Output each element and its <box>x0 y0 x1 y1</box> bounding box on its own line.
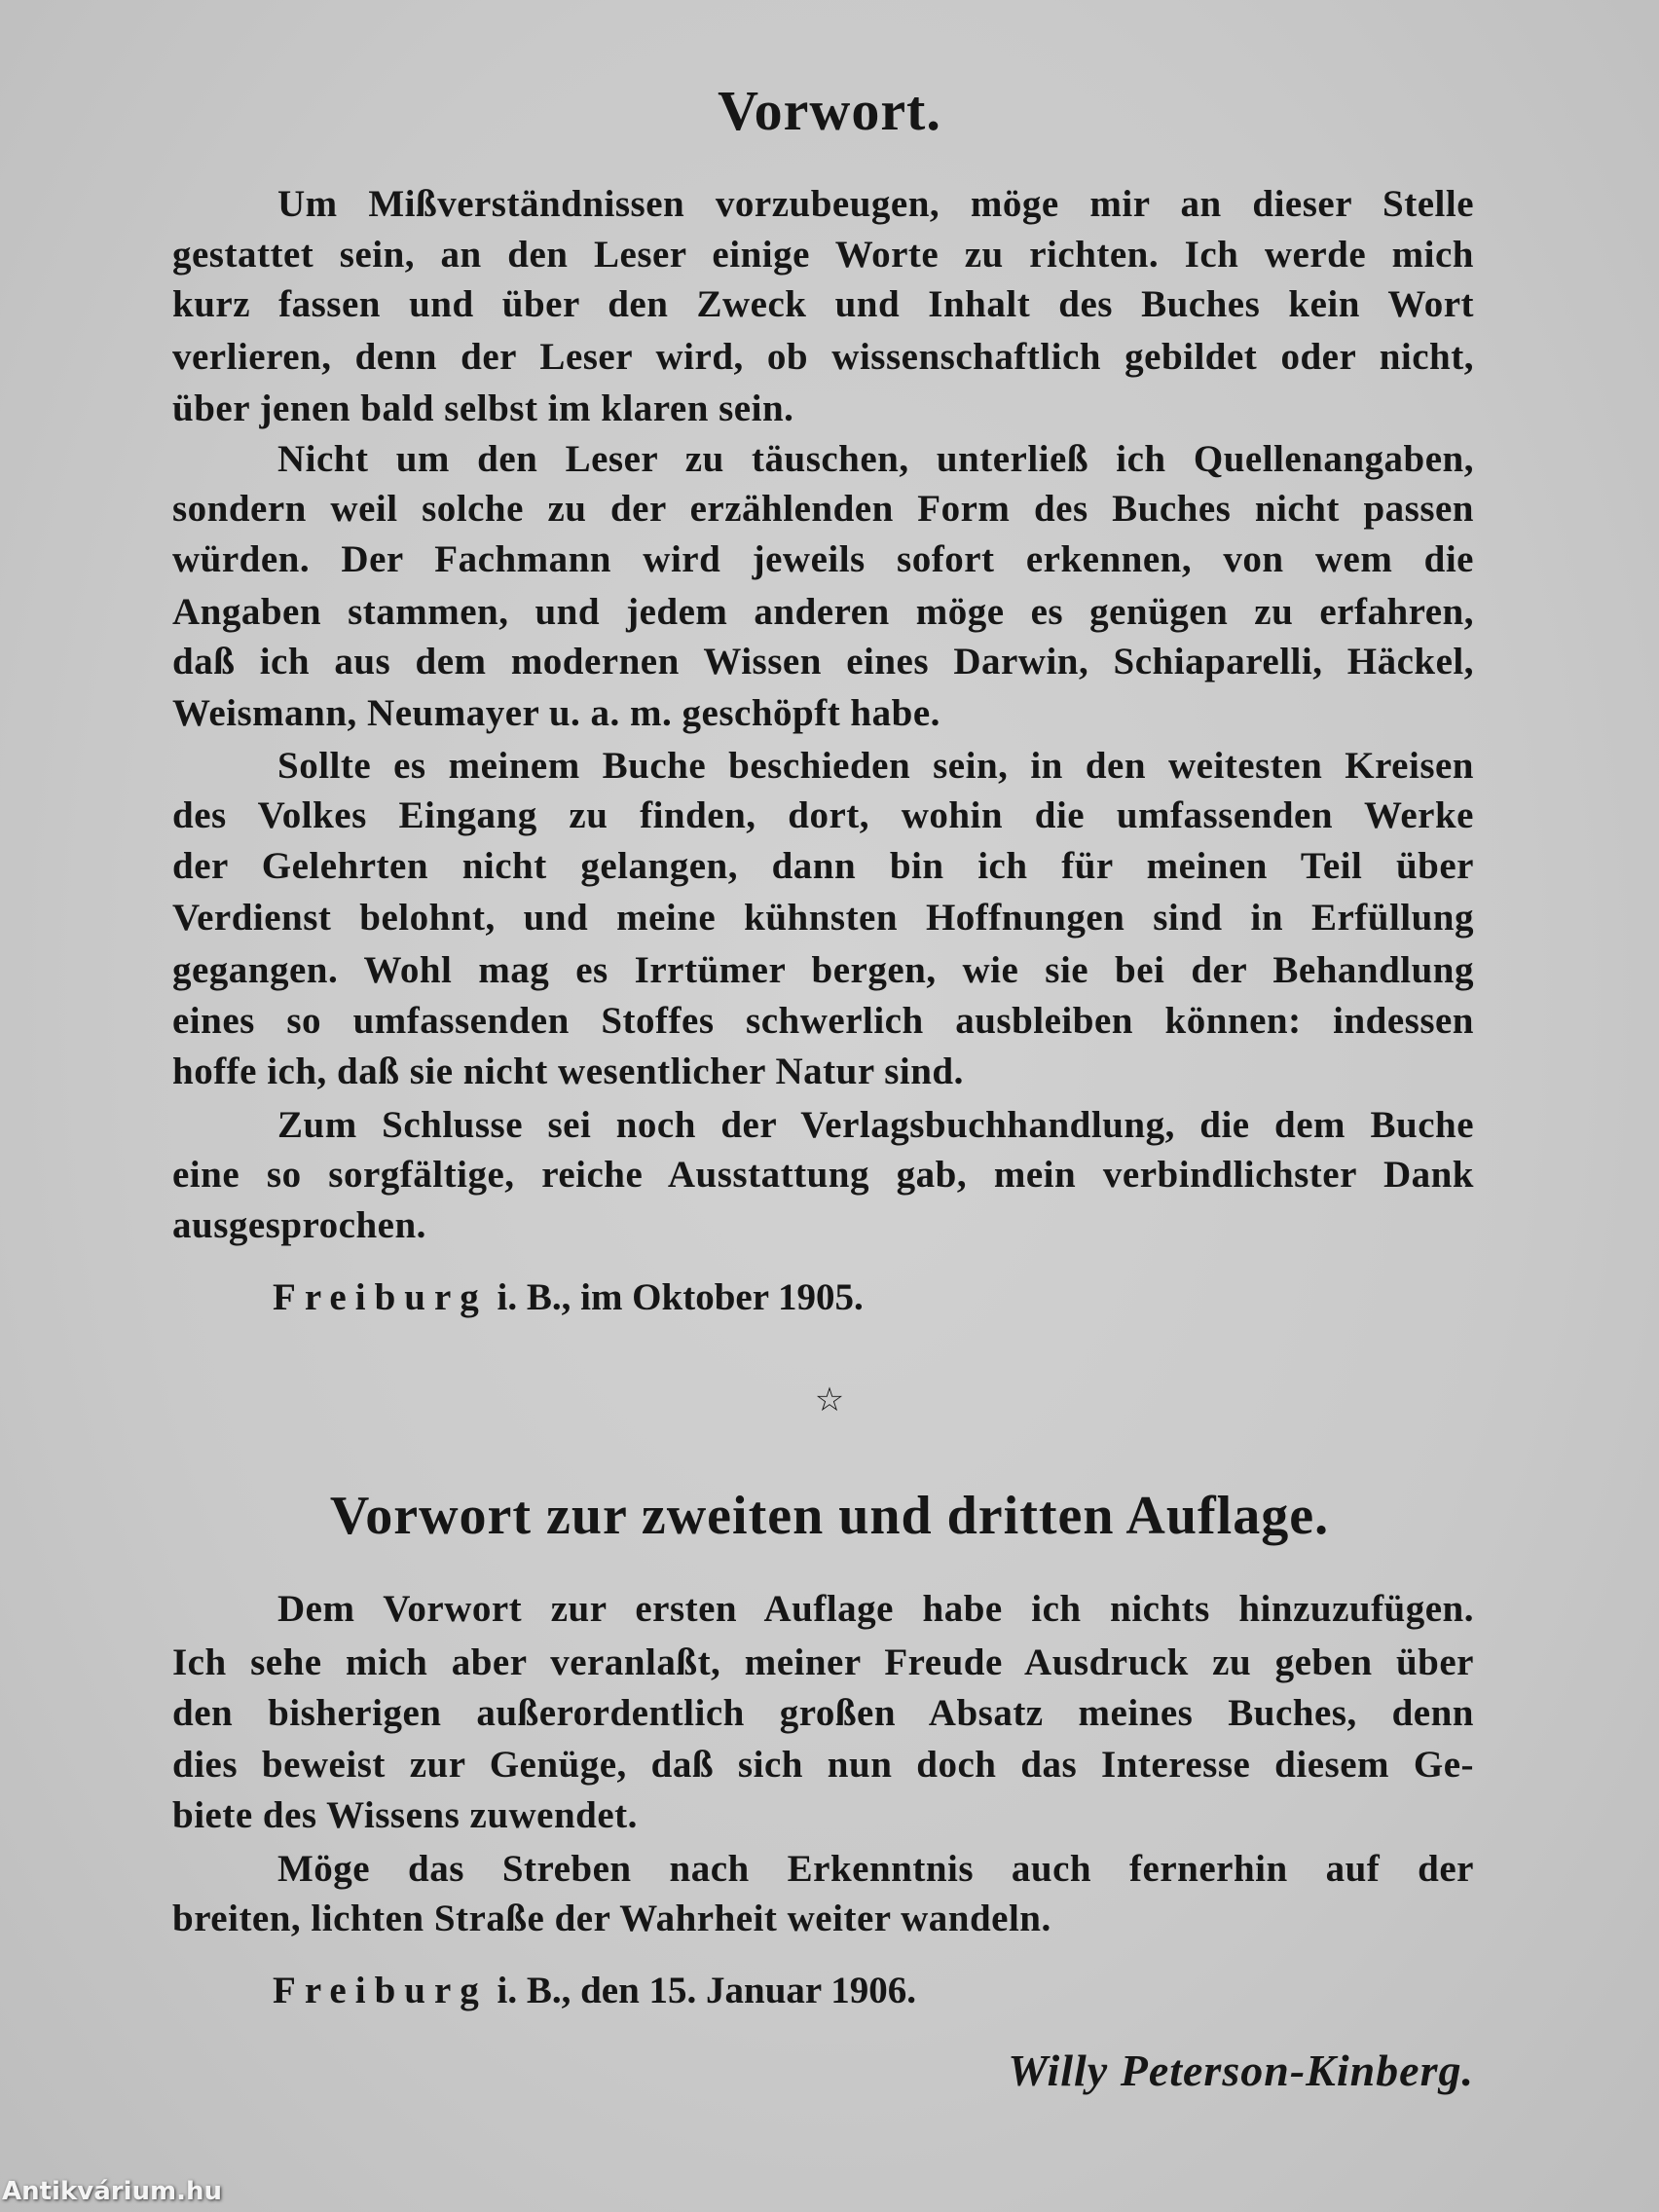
text-line: hoffe ich, daß sie nicht wesentlicher Natur sind. <box>172 1051 964 1092</box>
second-preface-title: Vorwort zur zweiten und dritten Auflage. <box>329 1486 1330 1546</box>
text-line: Verdienst belohnt, und meine kühnsten Hoffnungen sind in Erfüllung <box>172 897 1474 939</box>
place: Freiburg <box>273 1276 488 1318</box>
text-line: Sollte es meinem Buche beschieden sein, in den weitesten Kreisen <box>277 745 1474 787</box>
text-line: ausgesprochen. <box>172 1204 426 1246</box>
text-line: der Gelehrten nicht gelangen, dann bin ich für meinen Teil über <box>172 845 1474 887</box>
text-line: gestattet sein, an den Leser einige Worte zu richten. Ich werde mich <box>172 234 1474 276</box>
text-line: Nicht um den Leser zu täuschen, unterließ ich Quellenangaben, <box>277 438 1474 480</box>
signature: Willy Peterson-Kinberg. <box>1008 2046 1474 2095</box>
text-line: Möge das Streben nach Erkenntnis auch fernerhin auf der <box>277 1848 1474 1890</box>
text-line: Angaben stammen, und jedem anderen möge es genügen zu erfahren, <box>172 591 1474 633</box>
text-line: würden. Der Fachmann wird jeweils sofort erkennen, von wem die <box>172 538 1474 580</box>
text-line: den bisherigen außerordentlich großen Absatz meines Buches, denn <box>172 1692 1474 1734</box>
text-line: dies beweist zur Genüge, daß sich nun doch das Interesse diesem Ge- <box>172 1744 1474 1786</box>
text-line: verlieren, denn der Leser wird, ob wissenschaftlich gebildet oder nicht, <box>172 336 1474 378</box>
text-line: biete des Wissens zuwendet. <box>172 1794 638 1836</box>
text-line: eine so sorgfältige, reiche Ausstattung gab, mein verbindlichster Dank <box>172 1154 1474 1196</box>
text-line: über jenen bald selbst im klaren sein. <box>172 387 794 429</box>
text-line: Um Mißverständnissen vorzubeugen, möge mir an dieser Stelle <box>277 183 1474 225</box>
date-text: i. B., im Oktober 1905. <box>487 1276 864 1318</box>
text-line: daß ich aus dem modernen Wissen eines Darwin, Schiaparelli, Häckel, <box>172 641 1474 682</box>
text-line: eines so umfassenden Stoffes schwerlich ausbleiben können: indessen <box>172 1000 1474 1042</box>
text-line: Ich sehe mich aber veranlaßt, meiner Freude Ausdruck zu geben über <box>172 1641 1474 1683</box>
text-line: Weismann, Neumayer u. a. m. geschöpft habe. <box>172 692 940 734</box>
star-separator-icon: ☆ <box>814 1382 845 1419</box>
watermark: Antikvárium.hu <box>2 2177 222 2206</box>
text-line: des Volkes Eingang zu finden, dort, wohin die umfassenden Werke <box>172 794 1474 836</box>
date-text: i. B., den 15. Januar 1906. <box>487 1970 917 2011</box>
text-line: gegangen. Wohl mag es Irrtümer bergen, wie sie bei der Behandlung <box>172 949 1474 991</box>
preface-date <box>273 1275 864 1319</box>
place: Freiburg <box>273 1970 488 2011</box>
text-line: kurz fassen und über den Zweck und Inhalt des Buches kein Wort <box>172 283 1474 325</box>
preface-title: Vorwort. <box>718 79 941 142</box>
second-preface-date <box>273 1969 916 2012</box>
text-line: breiten, lichten Straße der Wahrheit weiter wandeln. <box>172 1898 1051 1939</box>
text-line: Dem Vorwort zur ersten Auflage habe ich nichts hinzuzufügen. <box>277 1588 1474 1630</box>
text-line: sondern weil solche zu der erzählenden Form des Buches nicht passen <box>172 488 1474 530</box>
text-line: Zum Schlusse sei noch der Verlagsbuchhandlung, die dem Buche <box>277 1104 1474 1146</box>
